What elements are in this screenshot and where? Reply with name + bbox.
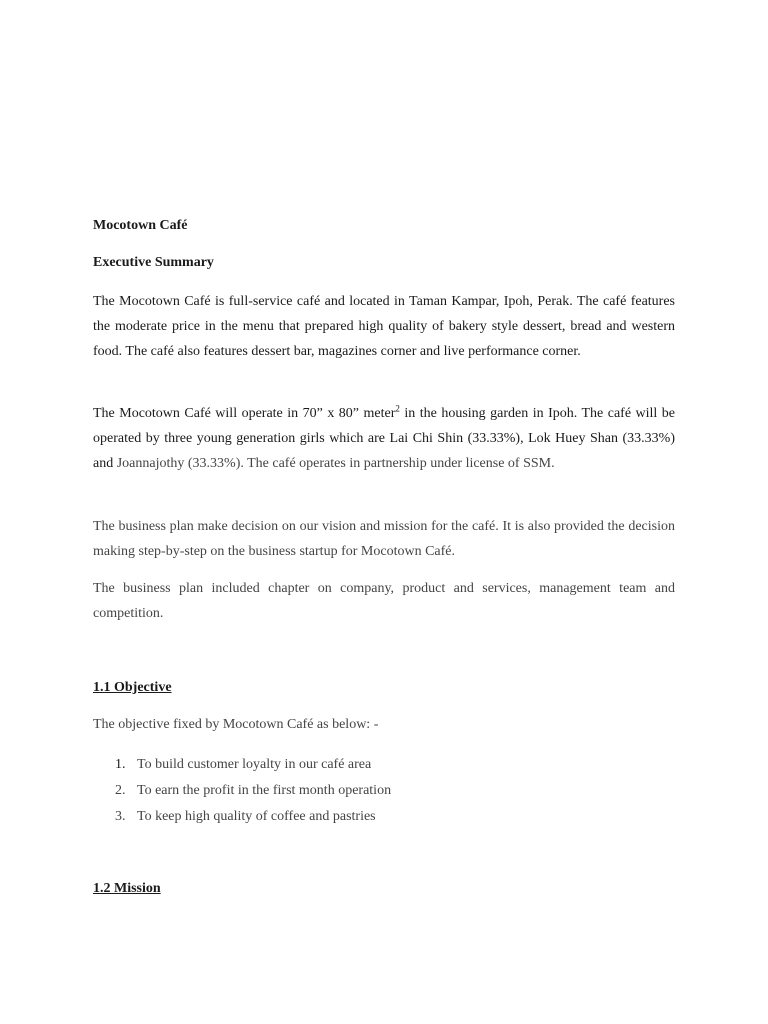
superscript-squared: 2 xyxy=(395,403,400,414)
list-item-text: To keep high quality of coffee and pastries xyxy=(137,809,376,824)
paragraph-operation-part2: in the housing garden in Ipoh. The café will be operated by three young generation girls which are Lai Chi Shin (33.33%), Lok Huey Shan (33.33%) and xyxy=(93,406,675,471)
paragraph-intro: The Mocotown Café is full-service café and located in Taman Kampar, Ipoh, Perak. The café features the moderate price in the menu that prepared high quality of bakery style dessert, bread and western food. The café also features dessert bar, magazines corner and live performance corner. xyxy=(93,294,675,359)
section-title-executive-summary: Executive Summary xyxy=(93,255,214,270)
list-item-number: 1. xyxy=(115,757,126,772)
list-item-number: 3. xyxy=(115,809,126,824)
heading-objective: 1.1 Objective xyxy=(93,680,172,695)
paragraph-operation-part3: Joannajothy (33.33%). The café operates in partnership under license of SSM. xyxy=(116,456,555,471)
list-item xyxy=(93,778,391,804)
list-item-text: To earn the profit in the first month operation xyxy=(137,783,392,798)
list-item xyxy=(93,804,391,830)
paragraph-operation-part1: The Mocotown Café will operate in 70” x 80” meter xyxy=(93,406,396,421)
paragraph-operation xyxy=(93,401,675,476)
objective-intro: The objective fixed by Mocotown Café as below: - xyxy=(93,717,379,732)
list-item-number: 2. xyxy=(115,783,126,798)
paragraph-vision: The business plan make decision on our vision and mission for the café. It is also provided the decision making step-by-step on the business startup for Mocotown Café. xyxy=(93,519,675,559)
objective-list xyxy=(93,752,391,830)
heading-mission: 1.2 Mission xyxy=(93,881,161,896)
list-item-text: To build customer loyalty in our café area xyxy=(137,757,372,772)
paragraph-chapters: The business plan included chapter on company, product and services, management team and competition. xyxy=(93,581,675,621)
document-title: Mocotown Café xyxy=(93,218,188,233)
list-item xyxy=(93,752,391,778)
